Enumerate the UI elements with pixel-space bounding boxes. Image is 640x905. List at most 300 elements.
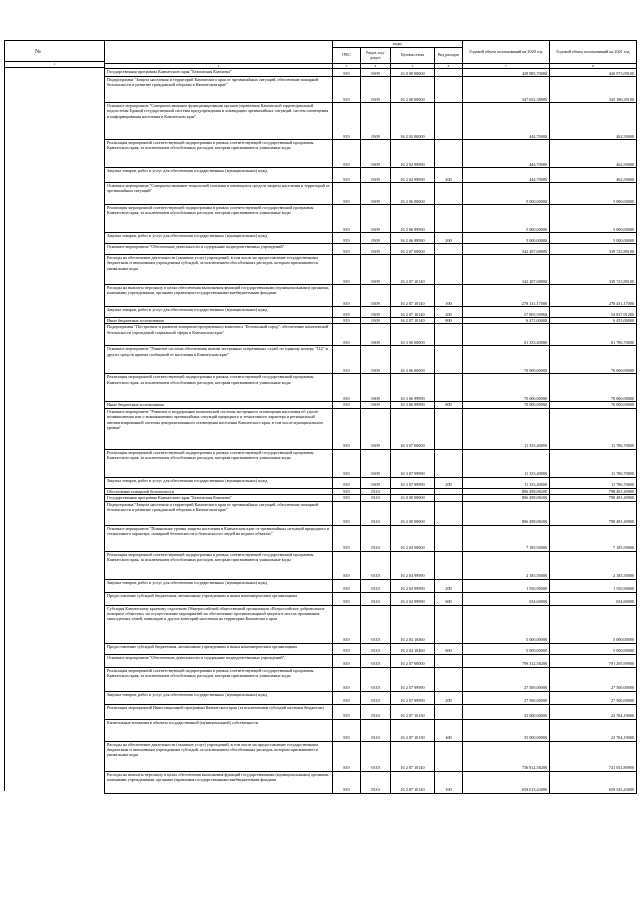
row-name: Закупка товаров, работ и услуг для обеспечения государственных (муниципальных) нужд [105, 579, 333, 592]
row-amount-2020: 799 312,58200 [463, 654, 550, 667]
col-num-7: 7 [463, 64, 550, 69]
row-vid [435, 551, 463, 579]
row-statya: 16 3 06 99990 [391, 402, 435, 408]
row-vid: 100 [435, 771, 463, 793]
row-statya: 16 2 02 00000 [391, 103, 435, 140]
row-grbs: 819 [333, 551, 361, 579]
row-statya: 16 2 06 00000 [391, 183, 435, 205]
row-grbs: 819 [333, 741, 361, 771]
row-statya: 16 3 07 99990 [391, 477, 435, 488]
row-name: Капитальные вложения в объекты государственной (муниципальной) собственности [105, 719, 333, 741]
row-amount-2020: 57 805,50960 [463, 307, 550, 318]
row-grbs: 819 [333, 579, 361, 592]
row-razdel: 0309 [361, 205, 391, 233]
row-statya: 16 2 04 10460 [391, 605, 435, 643]
row-razdel: 0309 [361, 168, 391, 183]
row-vid [435, 324, 463, 346]
row-grbs: 819 [333, 346, 361, 374]
row-amount-2021: 1 550,90000 [550, 579, 637, 592]
row-amount-2020: 11 333,40000 [463, 477, 550, 488]
row-amount-2020: 347 652,38800 [463, 77, 550, 103]
row-name: Основное мероприятие "Обеспечение деятельности и содержание подведомственных учреждений" [105, 244, 333, 255]
table-row [105, 477, 637, 488]
row-name: Реализация мероприятий соответствующей подпрограммы в рамках соответствующей государственной программы Камчатского края, за исключением обособленных расходов, которым присваиваются уникальные коды [105, 205, 333, 233]
row-grbs: 819 [333, 525, 361, 551]
table-row [105, 285, 637, 307]
row-razdel: 0309 [361, 449, 391, 477]
row-vid [435, 140, 463, 168]
table-row [105, 551, 637, 579]
row-grbs: 819 [333, 318, 361, 324]
row-vid: 400 [435, 719, 463, 741]
row-amount-2021: 27 500,00000 [550, 667, 637, 691]
row-amount-2021: 70 000,00000 [550, 402, 637, 408]
row-razdel: 0310 [361, 654, 391, 667]
row-grbs: 819 [333, 285, 361, 307]
row-razdel: 0310 [361, 704, 391, 719]
row-amount-2021: 11 786,70000 [550, 449, 637, 477]
row-grbs: 819 [333, 244, 361, 255]
row-grbs: 819 [333, 408, 361, 449]
table-row [105, 643, 637, 654]
row-amount-2020: 428 985,70000 [463, 69, 550, 77]
row-amount-2020: 634,60000 [463, 592, 550, 605]
table-row [105, 771, 637, 793]
row-grbs: 819 [333, 69, 361, 77]
row-amount-2021: 81 786,70000 [550, 324, 637, 346]
row-vid [435, 205, 463, 233]
col-num-5: 5 [391, 64, 435, 69]
row-statya: 16 2 07 10130 [391, 704, 435, 719]
row-amount-2020: 11 333,40000 [463, 408, 550, 449]
row-amount-2020: 806 498,08200 [463, 495, 550, 501]
row-amount-2020: 5 000,00000 [463, 605, 550, 643]
row-amount-2021: 5 000,00000 [550, 643, 637, 654]
row-grbs: 819 [333, 77, 361, 103]
row-name: Обеспечение пожарной безопасности [105, 488, 333, 494]
header-razdel: Раздел, под-раздел [361, 48, 391, 64]
row-vid [435, 525, 463, 551]
row-name: Реализация мероприятий соответствующей подпрограммы в рамках соответствующей государственной программы Камчатского края, за исключением обособленных расходов, которым присваиваются уникальные коды [105, 667, 333, 691]
row-vid [435, 103, 463, 140]
row-vid [435, 346, 463, 374]
row-amount-2020: 70 000,00000 [463, 374, 550, 402]
row-razdel: 0310 [361, 771, 391, 793]
table-row [105, 374, 637, 402]
budget-table [104, 40, 637, 794]
row-razdel: 0310 [361, 551, 391, 579]
row-amount-2021: 22 764,19000 [550, 704, 637, 719]
row-amount-2020: 278 131,17000 [463, 285, 550, 307]
row-vid [435, 244, 463, 255]
row-razdel: 0310 [361, 691, 391, 704]
row-amount-2020: 444,70000 [463, 103, 550, 140]
row-statya: 16 2 07 10140 [391, 741, 435, 771]
row-statya: 16 2 07 00000 [391, 654, 435, 667]
col-num-8: 8 [550, 64, 637, 69]
row-amount-2021: 426 973,09100 [550, 69, 637, 77]
row-amount-2020: 659 013,43000 [463, 771, 550, 793]
row-razdel: 0309 [361, 77, 391, 103]
row-amount-2021: 22 764,19000 [550, 719, 637, 741]
row-vid: 200 [435, 168, 463, 183]
row-statya: 16 2 07 99990 [391, 691, 435, 704]
row-razdel: 0310 [361, 488, 391, 494]
row-statya: 16 2 04 99990 [391, 551, 435, 579]
row-razdel: 0309 [361, 69, 391, 77]
row-vid: 600 [435, 592, 463, 605]
row-amount-2021: 634,60000 [550, 592, 637, 605]
row-name: Закупка товаров, работ и услуг для обеспечения государственных (муниципальных) нужд [105, 168, 333, 183]
row-name: Реализация мероприятий соответствующей подпрограммы в рамках соответствующей государственной программы Камчатского края, за исключением обособленных расходов, которым присваиваются уникальные коды [105, 551, 333, 579]
header-2021: Годовой объем ассигнований на 2021 год [550, 41, 637, 64]
row-grbs: 819 [333, 168, 361, 183]
row-vid [435, 255, 463, 285]
row-amount-2021: 791 295,99900 [550, 654, 637, 667]
row-name: Государственная программа Камчатского края "Безопасная Камчатка" [105, 495, 333, 501]
row-grbs: 819 [333, 605, 361, 643]
row-name: Реализация мероприятий соответствующей подпрограммы в рамках соответствующей государственной программы Камчатского края, за исключением обособленных расходов, которым присваиваются уникальные коды [105, 374, 333, 402]
row-statya: 16 2 07 10140 [391, 318, 435, 324]
row-amount-2020: 70 000,00000 [463, 346, 550, 374]
row-statya: 16 0 00 00000 [391, 69, 435, 77]
row-vid [435, 741, 463, 771]
table-row [105, 168, 637, 183]
col-num-1: 1 [5, 61, 104, 67]
row-vid: 200 [435, 579, 463, 592]
row-vid [435, 667, 463, 691]
row-statya: 16 2 07 10140 [391, 307, 435, 318]
row-amount-2021: 798 481,49900 [550, 495, 637, 501]
row-vid: 200 [435, 691, 463, 704]
table-row [105, 183, 637, 205]
row-vid [435, 77, 463, 103]
row-amount-2021: 54 837,91200 [550, 307, 637, 318]
row-vid: 200 [435, 233, 463, 244]
row-grbs: 819 [333, 488, 361, 494]
header-grbs: ГРБС [333, 48, 361, 64]
table-row [105, 255, 637, 285]
table-row [105, 449, 637, 477]
row-name: Закупка товаров, работ и услуг для обеспечения государственных (муниципальных) нужд [105, 477, 333, 488]
row-amount-2020: 5 000,00000 [463, 205, 550, 233]
row-amount-2021: 5 000,00000 [550, 233, 637, 244]
header-codes: коды [333, 41, 463, 48]
row-amount-2020: 27 500,00000 [463, 667, 550, 691]
row-vid [435, 605, 463, 643]
table-row [105, 307, 637, 318]
row-amount-2020: 1 550,90000 [463, 579, 550, 592]
row-grbs: 819 [333, 205, 361, 233]
table-row [105, 346, 637, 374]
row-grbs: 819 [333, 495, 361, 501]
row-amount-2021: 11 786,70000 [550, 408, 637, 449]
row-grbs: 819 [333, 704, 361, 719]
row-razdel: 0309 [361, 285, 391, 307]
row-grbs: 819 [333, 643, 361, 654]
header-vid: Вид расходов [435, 48, 463, 64]
row-razdel: 0309 [361, 233, 391, 244]
row-amount-2021: 345 186,39100 [550, 77, 637, 103]
row-amount-2020: 342 207,68800 [463, 244, 550, 255]
table-body [105, 69, 637, 794]
row-name: Закупка товаров, работ и услуг для обеспечения государственных (муниципальных) нужд [105, 307, 333, 318]
row-name: Подпрограмма "Защита населения и территорий Камчатского края от чрезвычайных ситуаций, обеспечение пожарной безопасности и развитие гражданской обороны в Камчатском крае" [105, 501, 333, 525]
row-razdel: 0310 [361, 605, 391, 643]
row-grbs: 819 [333, 691, 361, 704]
row-amount-2020: 35 000,00000 [463, 719, 550, 741]
row-grbs: 819 [333, 501, 361, 525]
row-vid: 200 [435, 477, 463, 488]
table-row [105, 205, 637, 233]
row-name: Закупка товаров, работ и услуг для обеспечения государственных (муниципальных) нужд [105, 233, 333, 244]
row-amount-2021: 339 723,89100 [550, 244, 637, 255]
row-amount-2021: 798 481,49900 [550, 501, 637, 525]
row-amount-2020: 81 333,40000 [463, 324, 550, 346]
row-grbs: 819 [333, 477, 361, 488]
row-amount-2020: 5 000,00000 [463, 183, 550, 205]
row-statya: 16 0 00 00000 [391, 495, 435, 501]
row-grbs: 819 [333, 719, 361, 741]
row-amount-2020: 444,70000 [463, 140, 550, 168]
row-amount-2021: 798 481,49900 [550, 488, 637, 494]
row-statya: 16 2 07 10140 [391, 255, 435, 285]
row-grbs: 819 [333, 103, 361, 140]
row-amount-2020: 5 000,00000 [463, 643, 550, 654]
row-statya: 16 2 04 99990 [391, 579, 435, 592]
row-name: Иные бюджетные ассигнования [105, 402, 333, 408]
row-amount-2021: 5 000,00000 [550, 205, 637, 233]
table-row [105, 140, 637, 168]
row-name: Реализация мероприятий соответствующей подпрограммы в рамках соответствующей государственной программы Камчатского края, за исключением обособленных расходов, которым присваиваются уникальные коды [105, 140, 333, 168]
table-row [105, 704, 637, 719]
row-amount-2021: 27 500,00000 [550, 691, 637, 704]
row-vid [435, 654, 463, 667]
table-row [105, 103, 637, 140]
row-razdel: 0309 [361, 324, 391, 346]
row-name: Субсидия Камчатскому краевому отделению Общероссийской общественной организации «Всероссийское добровольное пожарное общество» на осуществление мероприятий по обеспечению противопожарной защиты в местах проживания многодетных семей, инвалидов и других категорий населения на территории Камчатского края [105, 605, 333, 643]
row-grbs: 819 [333, 667, 361, 691]
row-amount-2020: 70 000,00000 [463, 402, 550, 408]
row-statya: 16 2 02 99990 [391, 168, 435, 183]
table-row [105, 501, 637, 525]
row-grbs: 819 [333, 307, 361, 318]
row-name: Расходы на выплаты персоналу в целях обеспечения выполнения функций государственными (муниципальными) органами, казенными учреждениями, органами управления государственными внебюджетными фондами [105, 771, 333, 793]
row-name: Государственная программа Камчатского края "Безопасная Камчатка" [105, 69, 333, 77]
row-amount-2020: 444,70000 [463, 168, 550, 183]
row-amount-2021: 7 185,50000 [550, 525, 637, 551]
row-vid: 600 [435, 643, 463, 654]
row-amount-2021: 70 000,00000 [550, 374, 637, 402]
row-razdel: 0309 [361, 307, 391, 318]
row-statya: 16 3 06 99990 [391, 374, 435, 402]
row-razdel: 0309 [361, 103, 391, 140]
row-amount-2020: 806 498,08200 [463, 488, 550, 494]
row-amount-2020: 7 185,50000 [463, 525, 550, 551]
table-row [105, 654, 637, 667]
table-row [105, 667, 637, 691]
row-razdel: 0310 [361, 501, 391, 525]
row-vid [435, 704, 463, 719]
table-row [105, 324, 637, 346]
table-row [105, 741, 637, 771]
row-grbs: 819 [333, 183, 361, 205]
row-name: Иные бюджетные ассигнования [105, 318, 333, 324]
row-razdel: 0309 [361, 140, 391, 168]
row-statya: 16 2 04 00000 [391, 525, 435, 551]
row-vid [435, 374, 463, 402]
row-razdel: 0309 [361, 374, 391, 402]
row-amount-2020: 342 207,68800 [463, 255, 550, 285]
row-razdel: 0310 [361, 667, 391, 691]
row-grbs: 819 [333, 654, 361, 667]
row-statya: 16 3 07 99990 [391, 449, 435, 477]
header-name [105, 41, 333, 64]
row-grbs: 819 [333, 233, 361, 244]
col-num-6: 6 [435, 64, 463, 69]
row-statya: 16 3 07 00000 [391, 408, 435, 449]
row-razdel: 0309 [361, 183, 391, 205]
table-row [105, 525, 637, 551]
table-row [105, 579, 637, 592]
row-vid: 800 [435, 318, 463, 324]
row-grbs: 819 [333, 449, 361, 477]
col-num-3: 3 [333, 64, 361, 69]
row-statya: 16 2 04 10460 [391, 643, 435, 654]
table-row [105, 691, 637, 704]
table-row [105, 408, 637, 449]
row-razdel: 0309 [361, 318, 391, 324]
row-name: Расходы на обеспечение деятельности (оказание услуг) учреждений, в том числе на предоставление государственным бюджетным и автономным учреждениям субсидий, за исключением обособленных расходов, которым присваиваются уникальные коды [105, 741, 333, 771]
row-statya: 16 3 06 00000 [391, 346, 435, 374]
row-vid [435, 408, 463, 449]
row-amount-2020: 5 000,00000 [463, 233, 550, 244]
row-amount-2021: 462,50000 [550, 140, 637, 168]
row-grbs: 819 [333, 771, 361, 793]
row-name: Расходы на обеспечение деятельности (оказание услуг) учреждений, в том числе на предоставление государственным бюджетным и автономным учреждениям субсидий, за исключением обособленных расходов, которым присваиваются уникальные коды [105, 255, 333, 285]
row-amount-2021: 462,50000 [550, 103, 637, 140]
row-name: Подпрограмма "Защита населения и территорий Камчатского края от чрезвычайных ситуаций, обеспечение пожарной безопасности и развитие гражданской обороны в Камчатском крае" [105, 77, 333, 103]
row-grbs: 819 [333, 374, 361, 402]
row-razdel: 0310 [361, 592, 391, 605]
row-name: Расходы на выплаты персоналу в целях обеспечения выполнения функций государственными (муниципальными) органами, казенными учреждениями, органами управления государственными внебюджетными фондами [105, 285, 333, 307]
row-amount-2020: 2 185,50000 [463, 551, 550, 579]
row-vid: 200 [435, 307, 463, 318]
row-name: Основное мероприятие "Развитие и поддержание комплексной системы экстренного оповещения населения об угрозе возникновения или о возникновении чрезвычайных ситуаций природного и техногенного характера и региональной автоматизированной системы централизованного оповещения населения Камчатского края, в том числе муниципального уровня" [105, 408, 333, 449]
row-amount-2020: 6 271,00000 [463, 318, 550, 324]
row-razdel: 0310 [361, 719, 391, 741]
row-amount-2021: 6 455,00000 [550, 318, 637, 324]
row-name: Реализация мероприятий Инвестиционной программы Камчатского края (за исключением субсидий местным бюджетам) [105, 704, 333, 719]
row-amount-2020: 736 812,58200 [463, 741, 550, 771]
row-amount-2021: 339 723,89100 [550, 255, 637, 285]
row-name: Основное мероприятие "Развитие системы обеспечения вызова экстренных оперативных служб по единому номеру "112" и других средств приема сообщений от населения в Камчатском крае" [105, 346, 333, 374]
row-amount-2021: 5 000,00000 [550, 605, 637, 643]
col-num-4: 4 [361, 64, 391, 69]
row-statya: 16 2 06 99990 [391, 205, 435, 233]
row-name: Предоставление субсидий бюджетным, автономным учреждениям и иным некоммерческим организациям [105, 643, 333, 654]
row-razdel: 0309 [361, 346, 391, 374]
row-amount-2021: 741 031,80900 [550, 741, 637, 771]
row-statya: 16 2 07 00000 [391, 244, 435, 255]
row-statya: 16 2 02 99990 [391, 140, 435, 168]
row-razdel: 0310 [361, 741, 391, 771]
row-name: Предоставление субсидий бюджетным, автономным учреждениям и иным некоммерческим организациям [105, 592, 333, 605]
row-amount-2021: 11 786,70000 [550, 477, 637, 488]
number-column-header [4, 40, 104, 68]
table-row [105, 605, 637, 643]
row-razdel: 0310 [361, 495, 391, 501]
table-row [105, 69, 637, 77]
row-vid: 100 [435, 285, 463, 307]
row-amount-2020: 35 000,00000 [463, 704, 550, 719]
row-grbs: 819 [333, 592, 361, 605]
row-razdel: 0309 [361, 244, 391, 255]
table-row [105, 244, 637, 255]
row-name: Основное мероприятие "Совершенствование технологий спасения и имеющихся средств защиты населения и территорий от чрезвычайных ситуаций" [105, 183, 333, 205]
header-statya: Целевая статья [391, 48, 435, 64]
number-column [4, 68, 105, 791]
row-grbs: 819 [333, 402, 361, 408]
row-name: Основное мероприятие "Повышение уровня защиты населения в Камчатском крае от чрезвычайных ситуаций природного и техногенного характера, пожарной безопасности и безопасности людей на водных объектах" [105, 525, 333, 551]
row-vid [435, 501, 463, 525]
row-amount-2020: 11 333,40000 [463, 449, 550, 477]
number-sign: № [35, 49, 41, 55]
row-grbs: 819 [333, 140, 361, 168]
row-amount-2021: 659 543,43000 [550, 771, 637, 793]
row-statya: 16 2 00 00000 [391, 501, 435, 525]
row-statya: 16 2 00 00000 [391, 77, 435, 103]
row-amount-2021: 462,50000 [550, 168, 637, 183]
row-name: Основное мероприятие "Совершенствование функционирования органов управления Камчатской территориальной подсистемы Единой государственной системы предупреждения и ликвидации чрезвычайных ситуаций, систем оповещения и информирования населения в Камчатском крае" [105, 103, 333, 140]
row-amount-2020: 806 498,08200 [463, 501, 550, 525]
row-grbs: 819 [333, 255, 361, 285]
row-statya: 16 2 07 99990 [391, 667, 435, 691]
row-amount-2021: 70 000,00000 [550, 346, 637, 374]
row-razdel: 0310 [361, 525, 391, 551]
row-razdel: 0309 [361, 408, 391, 449]
header-2020: Годовой объем ассигнований на 2020 год [463, 41, 550, 64]
row-razdel: 0309 [361, 477, 391, 488]
row-amount-2020: 27 500,00000 [463, 691, 550, 704]
row-razdel: 0310 [361, 579, 391, 592]
row-statya: 16 2 06 99990 [391, 233, 435, 244]
row-vid [435, 449, 463, 477]
table-row [105, 592, 637, 605]
row-razdel: 0309 [361, 255, 391, 285]
row-statya: 16 2 07 10130 [391, 719, 435, 741]
row-amount-2021: 5 000,00000 [550, 183, 637, 205]
row-amount-2021: 2 185,50000 [550, 551, 637, 579]
row-statya: 16 2 07 10140 [391, 285, 435, 307]
row-razdel: 0310 [361, 643, 391, 654]
row-statya: 16 2 04 99990 [391, 592, 435, 605]
row-vid: 800 [435, 402, 463, 408]
row-vid [435, 69, 463, 77]
row-name: Подпрограмма "Построение и развитие аппаратно-программного комплекса "Безопасный город", обеспечение комплексной безопасности учреждений социальной сферы в Камчатском крае" [105, 324, 333, 346]
table-row [105, 233, 637, 244]
row-grbs: 819 [333, 324, 361, 346]
row-name: Основное мероприятие "Обеспечение деятельности и содержание подведомственных учреждений" [105, 654, 333, 667]
table-row [105, 719, 637, 741]
row-name: Реализация мероприятий соответствующей подпрограммы в рамках соответствующей государственной программы Камчатского края, за исключением обособленных расходов, которым присваиваются уникальные коды [105, 449, 333, 477]
row-statya: 16 3 00 00000 [391, 324, 435, 346]
col-num-2: 2 [105, 64, 333, 69]
row-name: Закупка товаров, работ и услуг для обеспечения государственных (муниципальных) нужд [105, 691, 333, 704]
row-amount-2021: 278 431,17000 [550, 285, 637, 307]
row-statya: 16 2 07 10140 [391, 771, 435, 793]
table-row [105, 77, 637, 103]
